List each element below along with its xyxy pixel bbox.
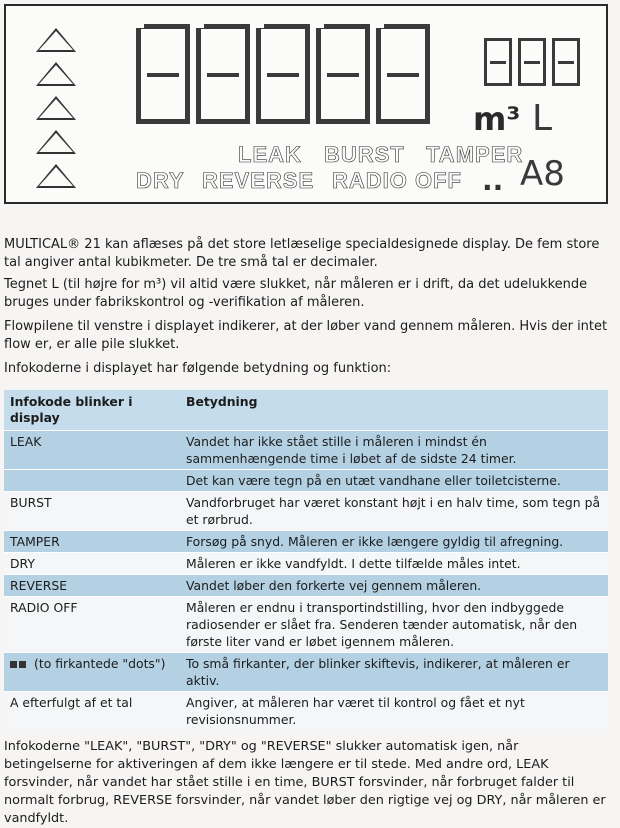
header-meaning: Betydning — [180, 390, 608, 431]
table-row — [4, 653, 608, 692]
decimal-digits — [484, 38, 580, 86]
meaning-cell: Vandet løber den forkerte vej gennem måleren. — [180, 575, 608, 597]
dot-square-icon — [10, 661, 17, 668]
meaning-cell: Det kan være tegn på en utæt vandhane eller toiletcisterne. — [180, 470, 608, 492]
main-digits — [136, 24, 430, 124]
active-dots: .. — [482, 164, 504, 197]
infocode-cell: A efterfulgt af et tal — [4, 692, 180, 731]
infocode-cell: DRY — [4, 553, 180, 575]
main-digit — [376, 24, 430, 124]
table-row — [4, 692, 608, 731]
flow-arrow-icon — [36, 164, 76, 188]
paragraph-footer: Infokoderne "LEAK", "BURST", "DRY" og "REVERSE" slukker automatisk igen, når betingelserne for aktiveringen af dem ikke længere er til stede. Med andre ord, LEAK forsvinder, når vandet har stået stille i en time, BURST forsvinder, når forbruget falder til normalt forbrug, REVERSE forsvinder, når vandet løber den rigtige vej og DRY, når måleren er vandfyldt. — [4, 739, 606, 826]
infocode-cell: REVERSE — [4, 575, 180, 597]
table-row — [4, 597, 608, 653]
meaning-cell: Angiver, at måleren har været til kontrol og fået et nyt revisionsnummer. — [180, 692, 608, 731]
infocode-cell — [4, 470, 180, 492]
main-digit — [316, 24, 370, 124]
header-infocode: Infokode blinker i display — [4, 390, 180, 431]
flow-arrow-icon — [36, 28, 76, 52]
lcd-display — [4, 4, 608, 204]
flow-arrow-icon — [36, 62, 76, 86]
table-row — [4, 575, 608, 597]
table-row — [4, 470, 608, 492]
paragraph-l-sign: Tegnet L (til højre for m³) vil altid være slukket, når måleren er i drift, da det udelukkende bruges under fabrikskontrol og -verifikation af måleren. — [4, 277, 588, 310]
main-digit — [256, 24, 310, 124]
table-row — [4, 492, 608, 531]
reverse-label: REVERSE — [202, 168, 315, 193]
infocode-cell: LEAK — [4, 431, 180, 470]
meaning-cell: Måleren er endnu i transportindstilling, hvor den indbyggede radiosender er slået fra. Senderen tænder automatisk, når den første liter vand er løbet igennem måleren. — [180, 597, 608, 653]
paragraph-intro: MULTICAL® 21 kan aflæses på det store letlæselige specialdesignede display. De fem store tal angiver antal kubikmeter. De tre små tal er decimaler. — [4, 237, 600, 270]
main-digit — [136, 24, 190, 124]
dot-square-icon — [19, 661, 26, 668]
paragraph-infocodes: Infokoderne i displayet har følgende betydning og funktion: — [4, 361, 392, 376]
infocode-cell: RADIO OFF — [4, 597, 180, 653]
flow-arrow-icon — [36, 96, 76, 120]
radio-off-label: RADIO OFF — [332, 168, 462, 193]
meaning-cell: Vandet har ikke stået stille i måleren i mindst én sammenhængende time i løbet af de sidste 24 timer. — [180, 431, 608, 470]
decimal-digit — [518, 38, 546, 86]
paragraph-flow-arrows: Flowpilene til venstre i displayet indikerer, at der løber vand gennem måleren. Hvis der intet flow er, er alle pile slukket. — [4, 319, 608, 352]
tamper-label: TAMPER — [426, 142, 524, 167]
meaning-cell: Måleren er ikke vandfyldt. I dette tilfælde måles intet. — [180, 553, 608, 575]
unit-m3: m³ — [473, 100, 521, 138]
dry-label: DRY — [136, 168, 185, 193]
infocode-cell: BURST — [4, 492, 180, 531]
main-digit — [196, 24, 250, 124]
meaning-cell: Forsøg på snyd. Måleren er ikke længere gyldig til afregning. — [180, 531, 608, 553]
unit-L: L — [532, 98, 553, 139]
decimal-digit — [484, 38, 512, 86]
revision-code: A8 — [520, 154, 565, 194]
table-row — [4, 431, 608, 470]
flow-arrows — [36, 28, 76, 198]
infocode-table — [4, 390, 608, 730]
table-row — [4, 531, 608, 553]
table-header — [4, 390, 608, 431]
infocode-cell: TAMPER — [4, 531, 180, 553]
meaning-cell: To små firkanter, der blinker skiftevis, indikerer, at måleren er aktiv. — [180, 653, 608, 692]
table-row — [4, 553, 608, 575]
leak-label: LEAK — [238, 142, 302, 167]
burst-label: BURST — [324, 142, 405, 167]
infocode-text: (to firkantede "dots") — [34, 656, 166, 671]
decimal-digit — [552, 38, 580, 86]
infocode-cell — [4, 653, 180, 692]
meaning-cell: Vandforbruget har været konstant højt i en halv time, som tegn på et rørbrud. — [180, 492, 608, 531]
flow-arrow-icon — [36, 130, 76, 154]
